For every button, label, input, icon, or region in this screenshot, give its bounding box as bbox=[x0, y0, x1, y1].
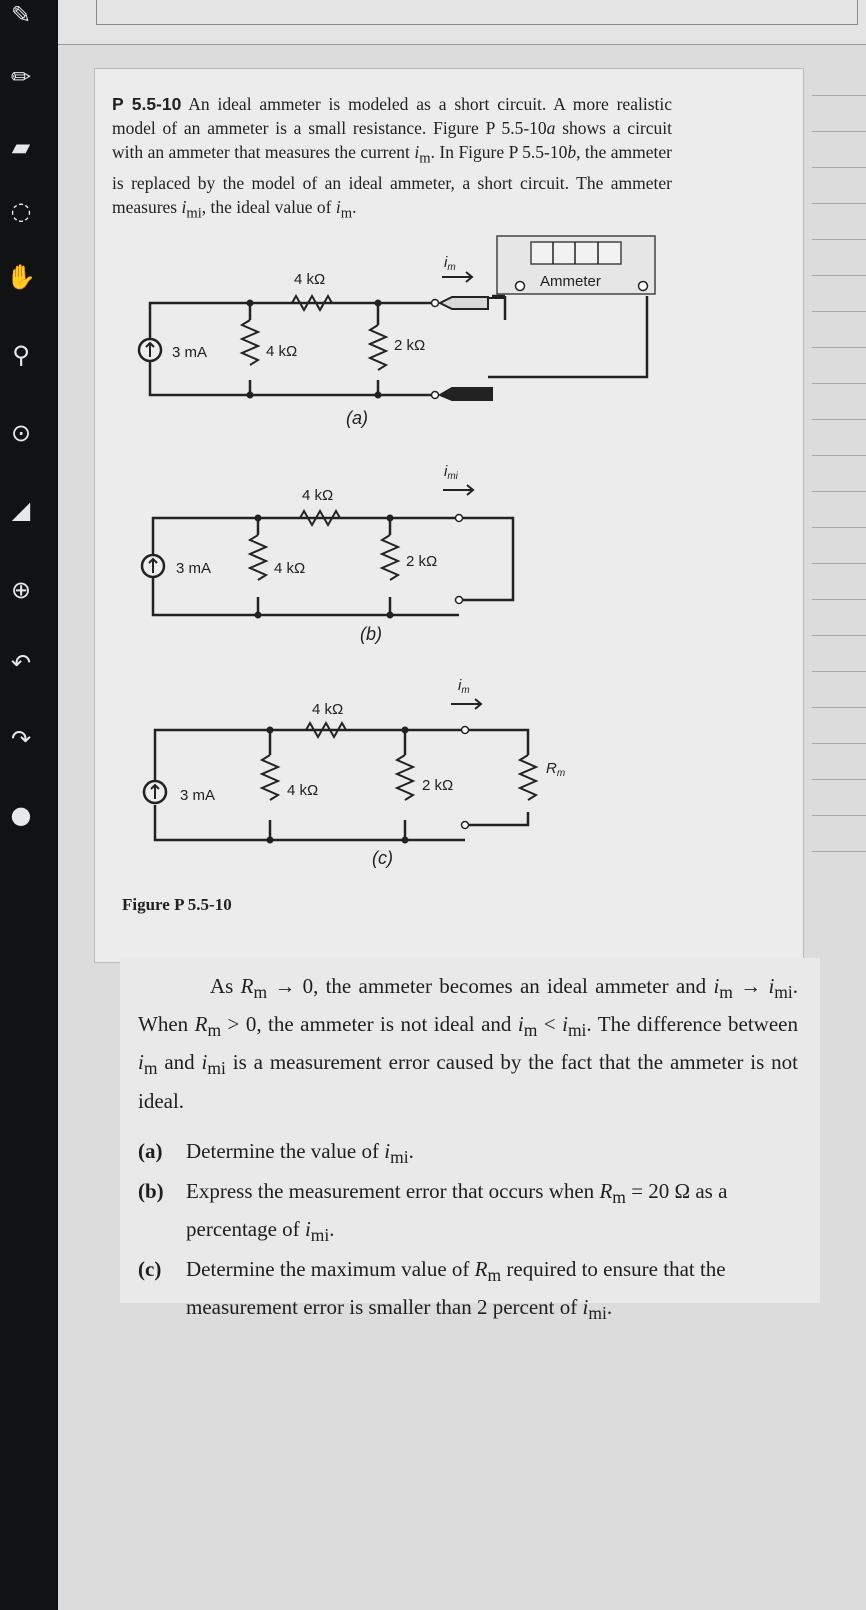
rm-label-c: $R_m$ bbox=[546, 760, 566, 779]
shape-icon[interactable]: ⊙ bbox=[10, 419, 32, 447]
ink-icon[interactable]: ◢ bbox=[11, 496, 31, 524]
ammeter-probe-red bbox=[440, 297, 505, 309]
undo-icon[interactable]: ↶ bbox=[10, 649, 32, 677]
current-source-a bbox=[139, 339, 161, 361]
series-r-label-c: 4 kΩ bbox=[312, 701, 344, 718]
figure-a-label: (a) bbox=[346, 408, 368, 428]
problem-statement: P 5.5-10 An ideal ammeter is modeled as a short circuit. A more realistic model of an ammeter is a small resistance. Figure P 5.5-10a shows a circuit with an ammeter that measures the current $i_m$. In Figure P 5.5-10b, the ammeter is replaced by the model of an ideal ammeter, a short circuit. The ammeter measures $i_{mi}$, the ideal value of $i_m$. bbox=[112, 94, 672, 221]
circle-icon[interactable]: ● bbox=[10, 801, 32, 829]
laser-icon[interactable]: ⚲ bbox=[12, 341, 30, 369]
source-label-c: 3 mA bbox=[180, 787, 216, 804]
figure-caption: Figure P 5.5-10 bbox=[122, 895, 232, 914]
redo-icon[interactable]: ↷ bbox=[10, 725, 32, 753]
shunt-r-label-a: 4 kΩ bbox=[266, 343, 298, 360]
add-icon[interactable]: ⊕ bbox=[10, 576, 32, 604]
source-label-b: 3 mA bbox=[176, 560, 212, 577]
current-source-b bbox=[142, 555, 164, 577]
lasso-icon[interactable]: ◌ bbox=[10, 197, 32, 225]
hand-icon[interactable]: ✋ bbox=[6, 263, 36, 291]
load-r-label-a: 2 kΩ bbox=[394, 337, 426, 354]
question-text bbox=[138, 970, 798, 1332]
im-label-a: $i_m$ bbox=[444, 254, 456, 273]
circuit-a bbox=[150, 236, 655, 395]
ammeter-probe-black bbox=[440, 388, 492, 400]
load-r-label-c: 2 kΩ bbox=[422, 777, 454, 794]
current-source-c bbox=[144, 781, 166, 803]
circuit-c bbox=[155, 723, 536, 840]
question-part-b: (b) Express the measurement error that occurs when $R_m = 20$ Ω as a percentage of $i_{mi}$. bbox=[138, 1178, 728, 1246]
figure-b-label: (b) bbox=[360, 624, 382, 644]
series-r-label-b: 4 kΩ bbox=[302, 487, 334, 504]
pen-icon[interactable]: ✎ bbox=[10, 1, 32, 29]
question-part-a: (a) Determine the value of $i_{mi}$. bbox=[138, 1138, 414, 1167]
question-part-c: (c) Determine the maximum value of $R_m$ required to ensure that the measurement error is smaller than 2 percent of $i_{mi}$. bbox=[138, 1257, 726, 1324]
source-label-a: 3 mA bbox=[172, 344, 208, 361]
shunt-r-label-c: 4 kΩ bbox=[287, 782, 319, 799]
series-r-label-a: 4 kΩ bbox=[294, 271, 326, 288]
imi-label-b: $i_{mi}$ bbox=[444, 463, 458, 482]
load-r-label-b: 2 kΩ bbox=[406, 553, 438, 570]
problem-id: P 5.5-10 bbox=[112, 94, 182, 114]
im-label-c: $i_m$ bbox=[458, 677, 470, 696]
ammeter-label: Ammeter bbox=[540, 273, 601, 290]
shunt-r-label-b: 4 kΩ bbox=[274, 560, 306, 577]
question-intro: As $R_m \to 0$, the ammeter becomes an ideal ammeter and $i_m \to i_{mi}$. When $R_m > 0$, the ammeter is not ideal and $i_m < i_{mi}$. The difference between $i_m$ and $i_{mi}$ is a measurement error caused by the fact that the ammeter is not ideal. bbox=[138, 974, 799, 1113]
figure-c-label: (c) bbox=[372, 848, 393, 868]
marker-icon[interactable]: ✏ bbox=[10, 63, 32, 91]
eraser-icon[interactable]: ▰ bbox=[11, 133, 31, 161]
